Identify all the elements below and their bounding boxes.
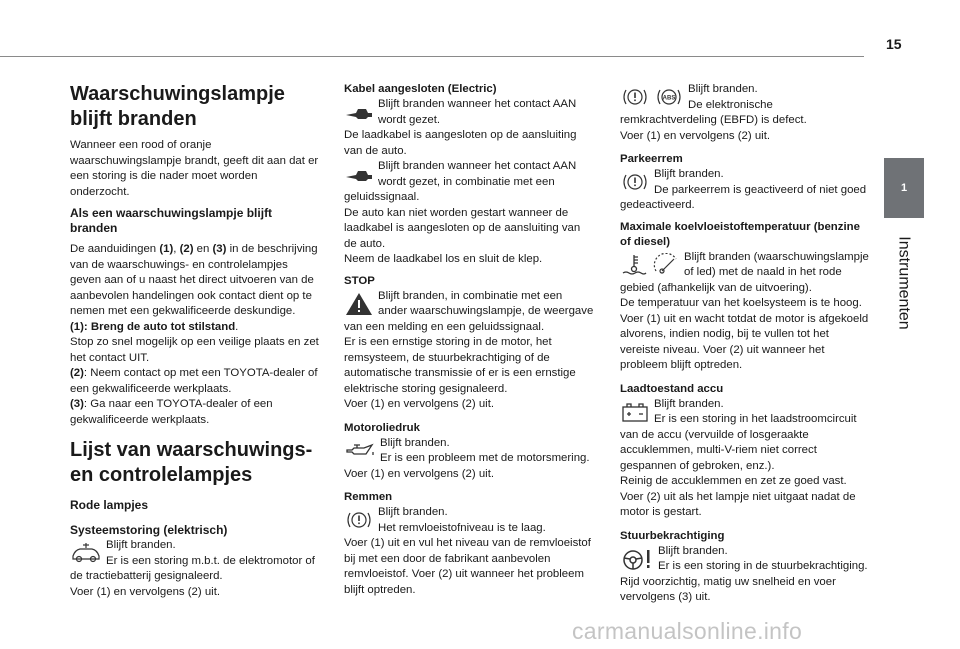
stop-entry: Blijft branden, in combinatie met een ander waarschuwingslampje, de weergave van een melding en een geluidssignaal.: [344, 289, 594, 333]
steering-wheel-warning-icon: [620, 546, 654, 572]
brakes-entry: Blijft branden. Het remvloeistofniveau is te laag.: [344, 505, 594, 536]
cable-entry-2: Blijft branden wanneer het contact AAN wordt gezet, in combinatie met een geluidssignaal.: [344, 160, 577, 203]
ebfd-entry: ABS Blijft branden. De elektronische remkrachtverdeling (EBFD) is defect.: [620, 83, 807, 126]
heading-coolant-temp: Maximale koelvloeistoftemperatuur (benzine of diesel): [620, 220, 860, 248]
step-1: (1): Breng de auto tot stilstand.: [70, 320, 239, 333]
charging-plug-icon-2: [344, 161, 374, 187]
coolant-entry: Blijft branden (waarschuwingslampje of led) met de naald in het rode gebied (afhankelijk van de uitvoering).: [620, 250, 869, 294]
column-2: Kabel aangesloten (Electric) Blijft branden wanneer het contact AAN wordt gezet. De laadkabel is aangesloten op de aansluiting van de auto. Blijft branden wanneer het contact AAN wordt gezet, in combinatie met een geluidssignaal. De auto kan niet worden gestart wanneer de laadkabel is aangesloten op de aansluiting van de auto. Neem de laadkabel los en sluit de klep. STOP Blijft branden, in combinatie met een ander waarschuwingslampje, de weergave van een melding en een geluidssignaal. Er is een ernstige storing in de motor, het remsysteem, de stuurbekrachtiging of de automatische transmissie of er is een ernstige elektrische storing gesignaleerd. Voer (1) en vervolgens (2) uit. Motoroliedruk Blijft branden. Er is een probleem met de motorsmering. Voer (1) en vervolgens (2) uit. Remmen Blijft branden. Het remvloeistofniveau is te laag. Voer (1) uit en vul het niveau van de remvloeistof bij met een door de fabrikant aanbevolen remvloeistof. Voer (2) uit wanneer het probleem blijft optreden.: [344, 83, 594, 596]
heading-oil-pressure: Motoroliedruk: [344, 421, 420, 434]
parking-brake-entry: Blijft branden. De parkeerrem is geactiveerd of niet goed gedeactiveerd.: [620, 168, 867, 211]
step-1-text: Stop zo snel mogelijk op een veilige plaats en zet het contact UIT.: [70, 336, 319, 364]
heading-battery: Laadtoestand accu: [620, 382, 724, 395]
abs-icon: [654, 84, 684, 110]
heading-system-fault: Systeemstoring (elektrisch): [70, 523, 228, 537]
parking-brake-icon: [620, 169, 650, 195]
svg-text:ABS: ABS: [662, 95, 676, 102]
brake-warning-icon: [344, 507, 374, 533]
page-number: 15: [886, 36, 902, 52]
heading-brakes: Remmen: [344, 491, 393, 503]
heading-red-lamps: Rode lampjes: [70, 498, 149, 512]
warning-triangle-icon: [344, 291, 374, 317]
system-fault-action: Voer (1) en vervolgens (2) uit.: [70, 585, 221, 598]
oil-can-icon: [344, 438, 376, 464]
column-1: [70, 82, 320, 600]
cable-entry-1: Blijft branden wanneer het contact AAN wordt gezet.: [344, 97, 594, 128]
coolant-gauge-icon: [652, 252, 680, 278]
column-3: ABS Blijft branden. De elektronische remkrachtverdeling (EBFD) is defect. Voer (1) en vervolgens (2) uit. Parkeerrem Blijft branden. De parkeerrem is geactiveerd of niet goed gedeactiveerd. Maximale koelvloeistoftemperatuur (benzine of diesel) Blijft branden (waarschuwingslampje of led) met de naald in het rode gebied (afhankelijk van de uitvoering). De temperatuur van het koelsysteem is te hoog. Voer (1) uit en wacht totdat de motor is afgekoeld alvorens, indien nodig, bij te vullen tot het vereiste niveau. Voer (2) uit wanneer het probleem blijft optreden. Laadtoestand accu Blijft branden. Er is een storing in het laadstroomcircuit van de accu (vervuilde of losgeraakte accuklemmen, multi-V-riem niet correct gespannen of gebroken, enz.). Reinig de accuklemmen en zet ze goed vast. Voer (2) uit als het lampje niet uitgaat nadat de motor is gestart. Stuurbekrachtiging Blijft branden. Er is een storing in de stuurbekrachtiging. Rijd voorzichtig, matig uw snelheid en voer vervolgens (3) uit.: [620, 83, 869, 603]
section-title-lamp-list: Lijst van waarschuwings- en controlelampjes: [70, 439, 313, 486]
battery-entry: Blijft branden. Er is een storing in het laadstroomcircuit van de accu (vervuilde of losgeraakte accuklemmen, multi-V-riem niet correct gespannen of gebroken, enz.).: [620, 397, 857, 472]
heading-power-steering: Stuurbekrachtiging: [620, 529, 725, 542]
heading-stop: STOP: [344, 274, 375, 287]
chapter-title-text: Instrumenten: [896, 236, 914, 330]
coolant-temp-icon: [620, 252, 648, 278]
system-fault-entry: Blijft branden. Er is een storing m.b.t. de elektromotor of de tractiebatterij gesignaleerd.: [70, 539, 315, 582]
intro-paragraph: Wanneer een rood of oranje waarschuwingslampje brandt, geeft dit aan dat er een storing is die nader moet worden onderzocht.: [70, 139, 319, 198]
watermark: carmanualsonline.info: [572, 618, 803, 644]
heading-cable-connected: Kabel aangesloten (Electric): [344, 83, 497, 95]
step-2: (2): Neem contact op met een TOYOTA-dealer of een gekwalificeerde werkplaats.: [70, 367, 318, 395]
battery-icon: [620, 399, 650, 425]
chapter-tab[interactable]: 1: [884, 158, 924, 218]
step-3: (3): Ga naar een TOYOTA-dealer of een gekwalificeerde werkplaats.: [70, 398, 273, 426]
indications-paragraph: De aanduidingen (1), (2) en (3) in de beschrijving van de waarschuwings- en controlelampjes geven aan of u naast het direct uitvoeren van de aanbevolen handelingen ook contact dient op te nemen met een gekwalificeerde deskundige.: [70, 243, 318, 317]
section-title-lamp-stays-lit: Waarschuwingslampje blijft branden: [70, 83, 285, 130]
charging-plug-icon: [344, 99, 374, 125]
oil-entry: Blijft branden. Er is een probleem met de motorsmering.: [344, 436, 594, 467]
heading-parking-brake: Parkeerrem: [620, 153, 683, 165]
brake-warning-icon-ebfd: [620, 84, 650, 110]
top-divider: [0, 56, 864, 57]
system-fault-icon: [70, 540, 102, 566]
heading-lamp-stays-lit: Als een waarschuwingslampje blijft branden: [70, 206, 273, 235]
chapter-title: [892, 218, 916, 348]
steering-entry: Blijft branden. Er is een storing in de stuurbekrachtiging.: [620, 544, 870, 575]
